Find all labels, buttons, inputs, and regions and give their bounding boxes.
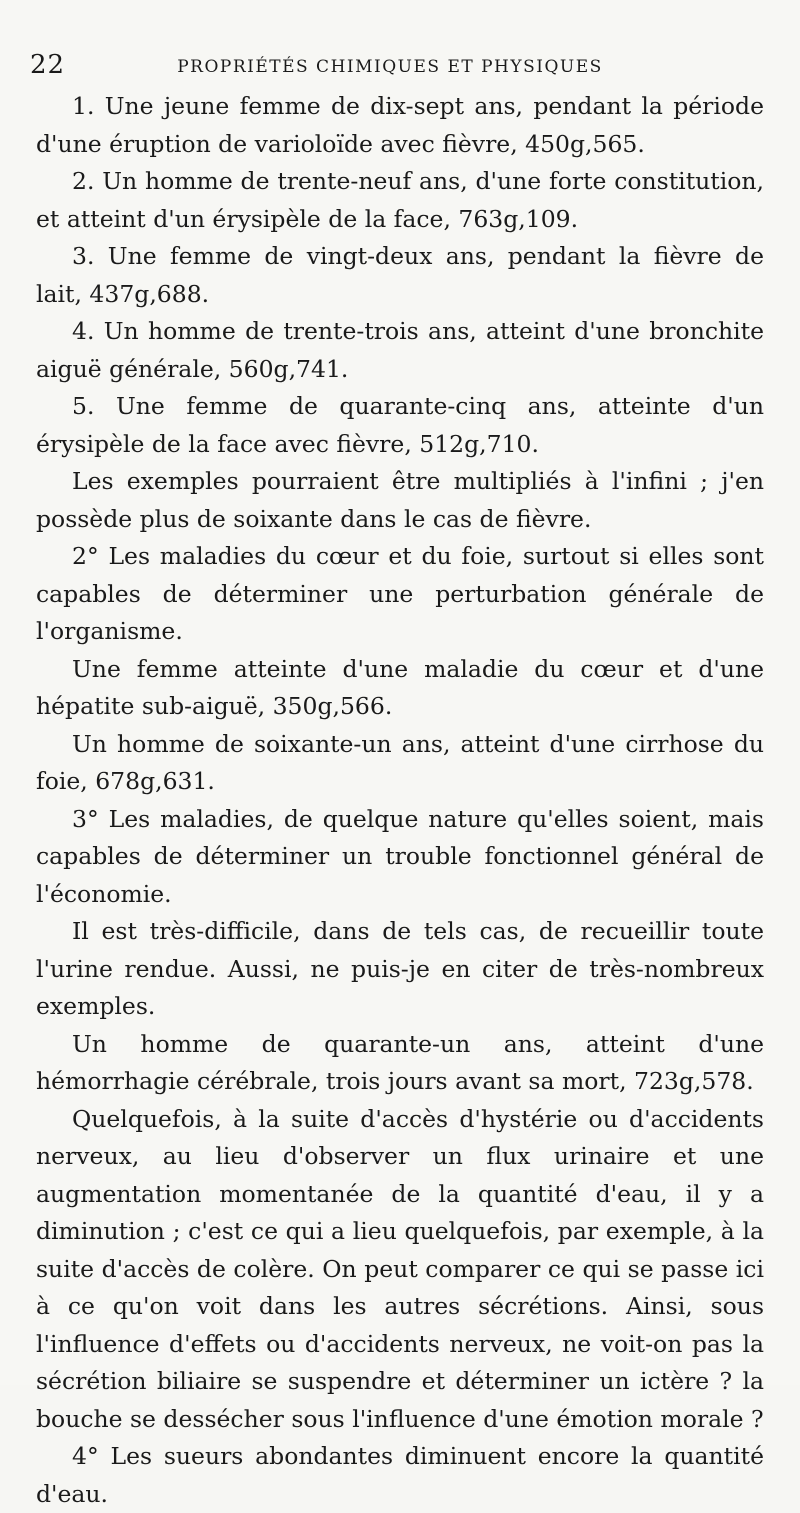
- running-head: PROPRIÉTÉS CHIMIQUES ET PHYSIQUES: [177, 57, 603, 77]
- paragraph-1: 1. Une jeune femme de dix-sept ans, pendant la période d'une éruption de varioloïde avec fièvre, 450g,565.: [36, 92, 764, 158]
- paragraph-10: 3° Les maladies, de quelque nature qu'elles soient, mais capables de déterminer un trouble fonctionnel général de l'économie.: [36, 804, 764, 908]
- paragraph-9: Un homme de soixante-un ans, atteint d'une cirrhose du foie, 678g,631.: [36, 729, 764, 795]
- paragraph-6: Les exemples pourraient être multipliés à l'infini ; j'en possède plus de soixante dans le cas de fièvre.: [36, 467, 764, 533]
- page-header: [30, 50, 770, 84]
- paragraph-4: 4. Un homme de trente-trois ans, atteint d'une bronchite aiguë générale, 560g,741.: [36, 317, 764, 383]
- page-number: 22: [30, 50, 66, 80]
- paragraph-11: Il est très-difficile, dans de tels cas, de recueillir toute l'urine rendue. Aussi, ne puis-je en citer de très-nombreux exemples.: [36, 917, 764, 1020]
- paragraph-13: Quelquefois, à la suite d'accès d'hystérie ou d'accidents nerveux, au lieu d'observer un flux urinaire et une augmentation momentanée de la quantité d'eau, il y a diminution ; c'est ce qui a lieu quelquefois, par exemple, à la suite d'accès de colère. On peut comparer ce qui se passe ici à ce qu'on voit dans les autres sécrétions. Ainsi, sous l'influence d'effets ou d'accidents nerveux, ne voit-on pas la sécrétion biliaire se suspendre et déterminer un ictère ? la bouche se dessécher sous l'influence d'une émotion morale ?: [36, 1104, 764, 1433]
- paragraph-3: 3. Une femme de vingt-deux ans, pendant la fièvre de lait, 437g,688.: [36, 242, 764, 308]
- paragraph-7: 2° Les maladies du cœur et du foie, surtout si elles sont capables de déterminer une perturbation générale de l'organisme.: [36, 542, 764, 645]
- paragraph-2: 2. Un homme de trente-neuf ans, d'une forte constitution, et atteint d'un érysipèle de la face, 763g,109.: [36, 167, 764, 233]
- paragraph-8: Une femme atteinte d'une maladie du cœur et d'une hépatite sub-aiguë, 350g,566.: [36, 654, 764, 720]
- paragraph-12: Un homme de quarante-un ans, atteint d'une hémorrhagie cérébrale, trois jours avant sa mort, 723g,578.: [36, 1029, 764, 1095]
- paragraph-14: 4° Les sueurs abondantes diminuent encore la quantité d'eau.: [36, 1442, 764, 1508]
- paragraph-5: 5. Une femme de quarante-cinq ans, atteinte d'un érysipèle de la face avec fièvre, 512g,710.: [36, 392, 764, 458]
- body-text: [36, 88, 764, 1513]
